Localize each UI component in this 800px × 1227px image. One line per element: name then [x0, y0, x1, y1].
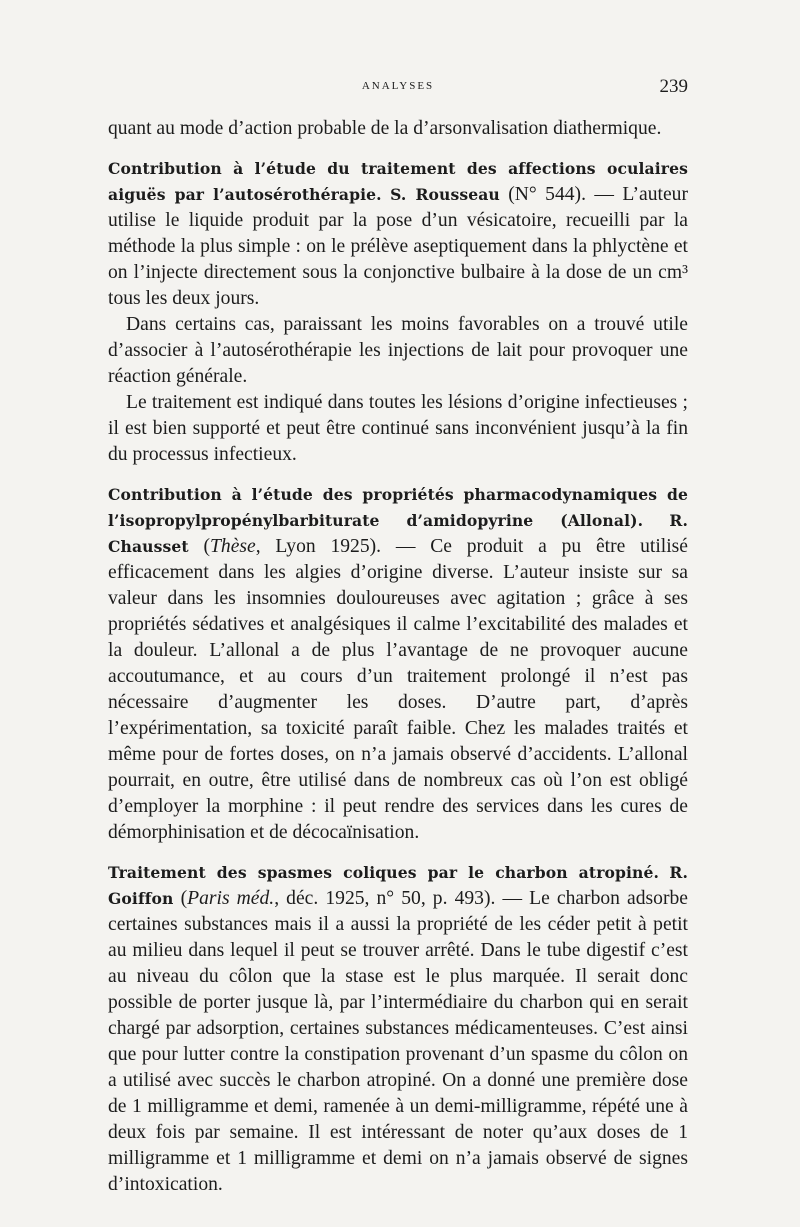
paragraph-text: Le traitement est indiqué dans toutes les lésions d’origine infectieuses ; il est bien supporté et peut être continué sans inconvénient jusqu’à la fin du processus infectieux. [108, 392, 688, 465]
article-text: , Lyon 1925). — Ce produit a pu être utilisé efficacement dans les algies d’origine diverse. L’auteur insiste sur sa valeur dans les insomnies douloureuses avec agitation ; grâce à ses propriétés sédatives et analgésiques il calme l’excitabilité des malades et la douleur. L’allonal a de plus l’avantage de ne provoquer aucune accoutumance, et au cours d’un traitement prolongé il n’est pas nécessaire d’augmenter les doses. D’autre part, d’après l’expérimentation, sa toxicité paraît faible. Chez les malades traités et même pour de fortes doses, on n’a jamais observé d’accidents. L’allonal pourrait, en outre, être utilisé dans de nombreux cas où l’on est obligé d’employer la morphine : il peut rendre des services dans les cures de démorphinisation et de décocaïnisation. [108, 536, 688, 843]
ref-open: ( [173, 888, 188, 909]
page-number: 239 [659, 76, 688, 97]
journal-name: Paris méd. [187, 888, 275, 909]
article-title: Contribution à l’étude du traitement des affections oculaires aiguës par l’autosérothérapie. [108, 159, 688, 204]
paragraph [108, 390, 688, 468]
paragraph-text: Dans certains cas, paraissant les moins favorables on a trouvé utile d’associer à l’autosérothérapie les injections de lait pour provoquer une réaction générale. [108, 314, 688, 387]
article-charbon-atropine [108, 860, 688, 1198]
article-author: R. Goiffon [108, 863, 688, 908]
continuation-paragraph [108, 116, 688, 142]
ref-open: ( [188, 536, 210, 557]
article-author: R. Chausset [108, 511, 688, 556]
article-allonal [108, 482, 688, 846]
running-head: ANALYSES [361, 80, 435, 92]
article-autoserotherapie [108, 156, 688, 312]
article-body [108, 116, 688, 1198]
article-title: Contribution à l’étude des propriétés pharmacodynamiques de l’isopropylpropénylbarbiturate d’amidopyrine (Allonal). [108, 485, 688, 530]
thesis-label: Thèse [210, 536, 256, 557]
article-title: Traitement des spasmes coliques par le charbon atropiné. [108, 863, 660, 882]
article-text: , déc. 1925, n° 50, p. 493). — Le charbon adsorbe certaines substances mais il a aussi la propriété de les céder petit à petit au milieu dans lequel il peut se trouver arrêté. Dans le tube digestif c’est au niveau du côlon que la stase est le plus marquée. Il serait donc possible de porter jusque là, par l’intermédiaire du charbon qui en serait chargé par adsorption, certaines substances médicamenteuses. C’est ainsi que pour lutter contre la constipation provenant d’un spasme du côlon on a utilisé avec succès le charbon atropiné. On a donné une première dose de 1 milligramme et demi, ramenée à un demi-milligramme, répété une à deux fois par semaine. Il est intéressant de noter qu’aux doses de 1 milligramme et 1 milligramme et demi on n’a jamais observé de signes d’intoxication. [108, 888, 688, 1195]
paragraph-text: quant au mode d’action probable de la d’arsonvalisation diathermique. [108, 118, 662, 139]
article-author: S. Rousseau [390, 185, 500, 204]
page-header [108, 76, 688, 100]
article-text: (N° 544). — L’auteur utilise le liquide produit par la pose d’un vésicatoire, recueilli par la méthode la plus simple : on le prélève aseptiquement dans la phlyctène et on l’injecte directement sous la conjonctive bulbaire à la dose de un cm³ tous les deux jours. [108, 184, 688, 309]
paragraph [108, 312, 688, 390]
